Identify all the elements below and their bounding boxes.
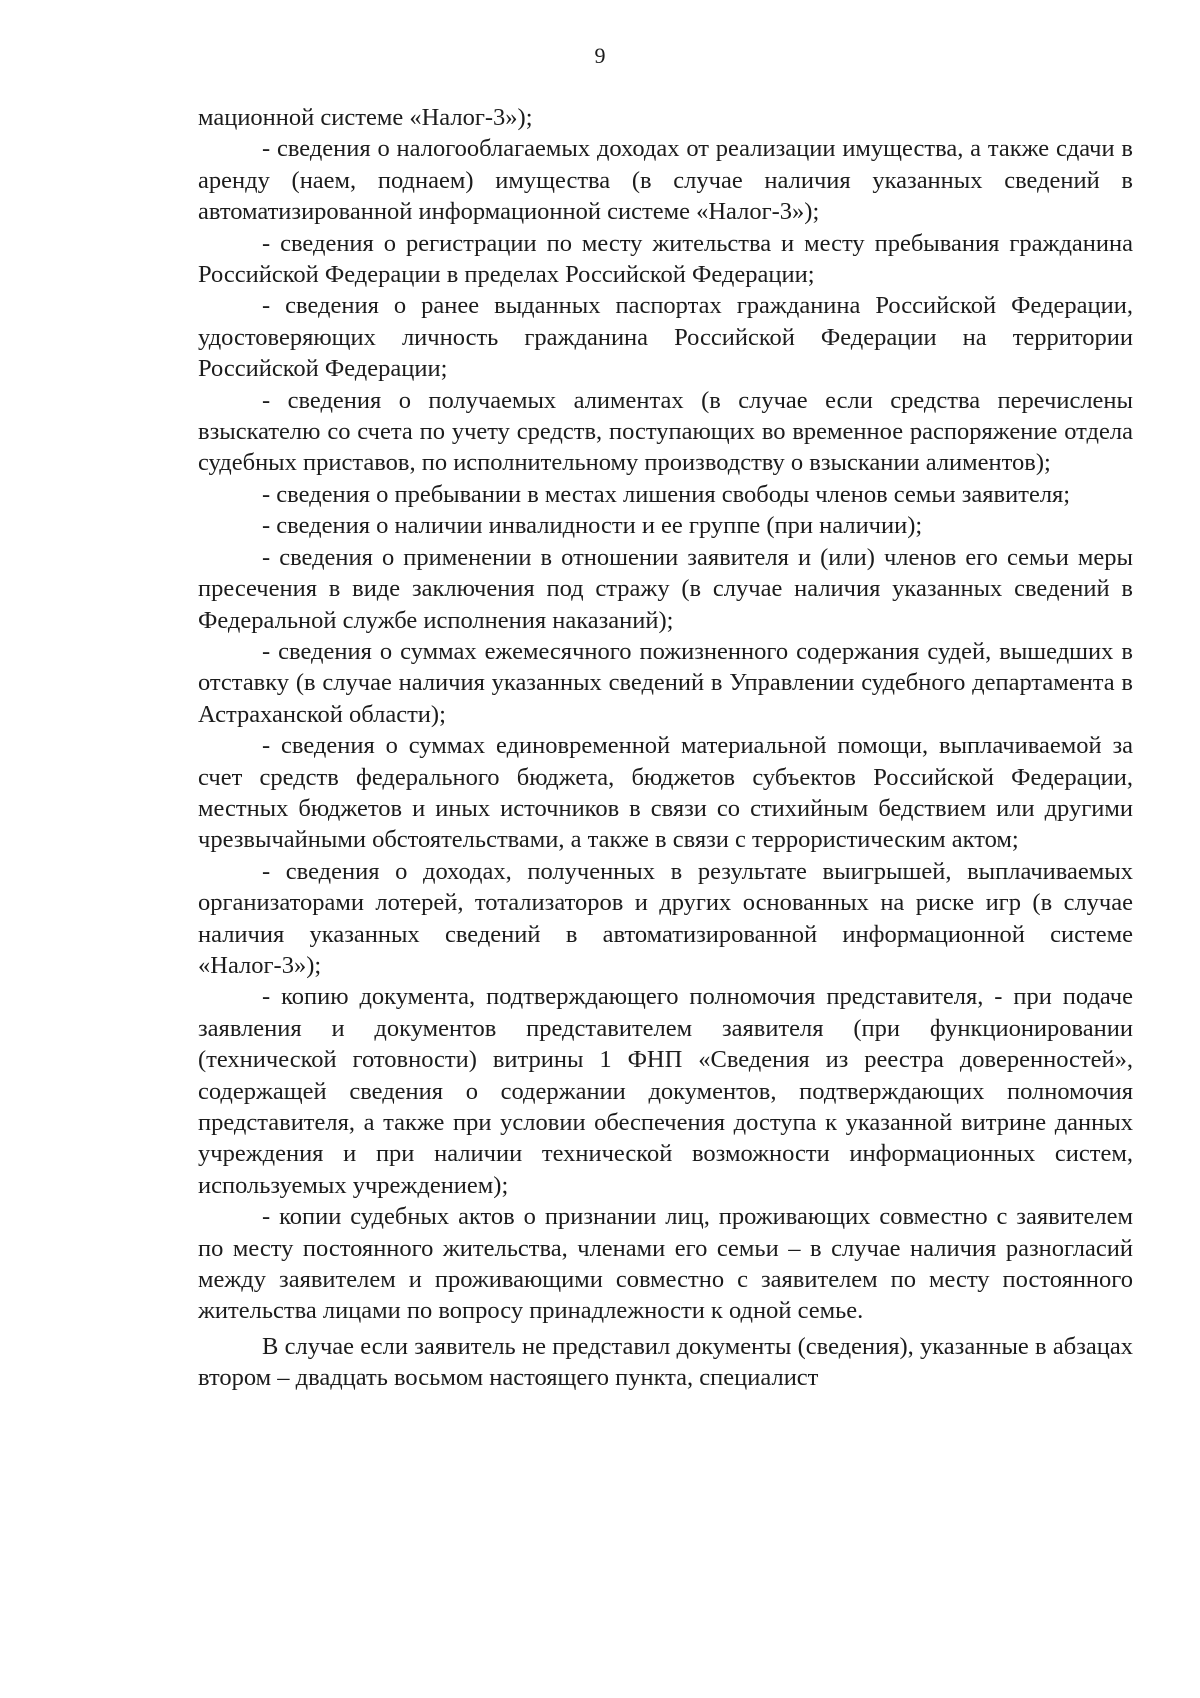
paragraph-9: - сведения о суммах единовременной материальной помощи, выплачиваемой за счет средств федерального бюджета, бюджетов субъектов Российской Федерации, местных бюджетов и иных источников в связи со стихийным бедствием или другими чрезвычайными обстоятельствами, а также в связи с террористическим актом; — [198, 732, 1133, 854]
document-body — [198, 102, 1133, 1394]
paragraph-0: мационной системе «Налог-3»); — [198, 104, 533, 131]
paragraph-6: - сведения о наличии инвалидности и ее группе (при наличии); — [262, 512, 923, 540]
paragraph-10: - сведения о доходах, полученных в результате выигрышей, выплачиваемых организаторами лотерей, тотализаторов и других основанных на риске игр (в случае наличия указанных сведений в автоматизированной информационной системе «Налог-3»); — [198, 857, 1133, 979]
paragraph-5: - сведения о пребывании в местах лишения свободы членов семьи заявителя; — [262, 480, 1071, 508]
paragraph-2: - сведения о регистрации по месту жительства и месту пребывания гражданина Российской Федерации в пределах Российской Федерации; — [198, 229, 1133, 289]
paragraph-7: - сведения о применении в отношении заявителя и (или) членов его семьи меры пресечения в виде заключения под стражу (в случае наличия указанных сведений в Федеральной службе исполнения наказаний); — [198, 543, 1133, 634]
paragraph-1: - сведения о налогооблагаемых доходах от реализации имущества, а также сдачи в аренду (наем, поднаем) имущества (в случае наличия указанных сведений в автоматизированной информационной системе «Налог-3»); — [198, 135, 1133, 226]
paragraph-13: В случае если заявитель не представил документы (сведения), указанные в абзацах втором – двадцать восьмом настоящего пункта, специалист — [198, 1332, 1133, 1392]
page-number: 9 — [594, 43, 606, 68]
paragraph-12: - копии судебных актов о признании лиц, проживающих совместно с заявителем по месту постоянного жительства, членами его семьи – в случае наличия разногласий между заявителем и проживающими совместно с заявителем по месту постоянного жительства лицами по вопросу принадлежности к одной семье. — [198, 1203, 1133, 1325]
paragraph-4: - сведения о получаемых алиментах (в случае если средства перечислены взыскателю со счета по учету средств, поступающих во временное распоряжение отдела судебных приставов, по исполнительному производству о взыскании алиментов); — [198, 386, 1133, 477]
paragraph-8: - сведения о суммах ежемесячного пожизненного содержания судей, вышедших в отставку (в случае наличия указанных сведений в Управлении судебного департамента в Астраханской области); — [198, 637, 1133, 728]
paragraph-11: - копию документа, подтверждающего полномочия представителя, - при подаче заявления и документов представителем заявителя (при функционировании (технической готовности) витрины 1 ФНП «Сведения из реестра доверенностей», содержащей сведения о содержании документов, подтверждающих полномочия представителя, а также при условии обеспечения доступа к указанной витрине данных учреждения и при наличии технической возможности информационных систем, используемых учреждением); — [198, 983, 1133, 1199]
paragraph-3: - сведения о ранее выданных паспортах гражданина Российской Федерации, удостоверяющих личность гражданина Российской Федерации на территории Российской Федерации; — [198, 292, 1133, 383]
